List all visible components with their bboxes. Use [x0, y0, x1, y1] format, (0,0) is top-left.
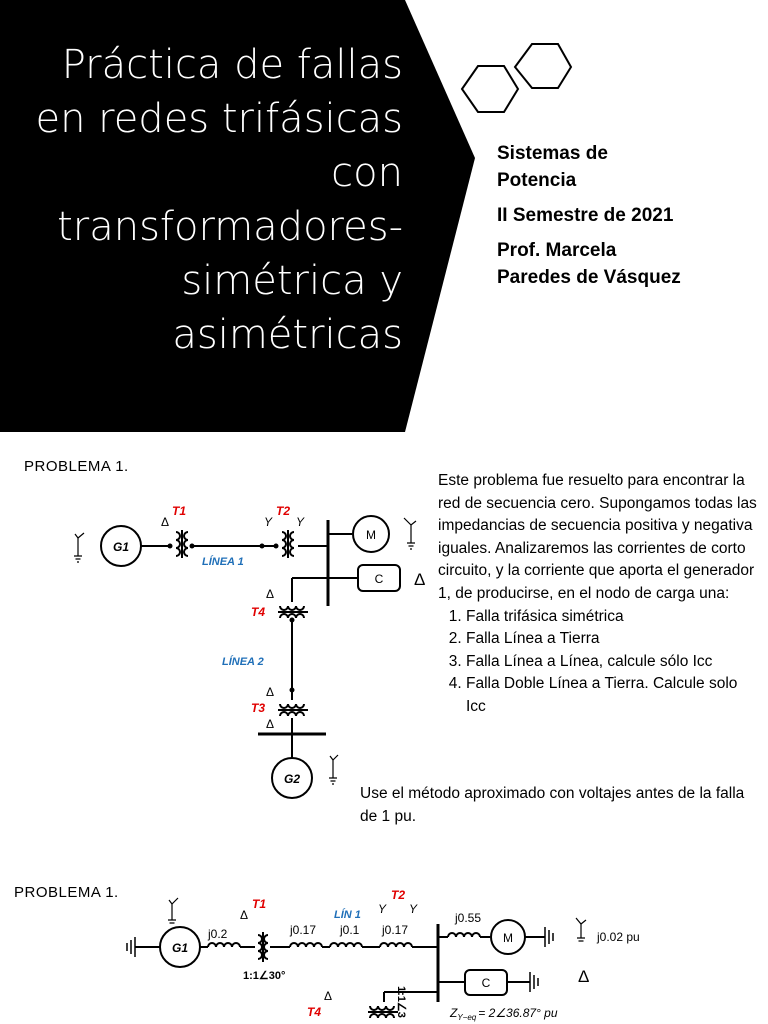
title-line: en redes trifásicas: [35, 96, 403, 142]
transformer-t1: [258, 935, 262, 959]
t2-impedance: j0.17: [382, 923, 409, 937]
professor: Paredes de Vásquez: [497, 267, 681, 288]
delta-symbol: Δ: [266, 685, 275, 699]
fault-case: 4. Falla Doble Línea a Tierra. Calcule solo Icc: [466, 673, 758, 718]
title-slide: [0, 0, 768, 432]
load-label: C: [374, 572, 384, 586]
g2-label: G2: [283, 772, 301, 786]
g1-impedance: j0.2: [208, 927, 228, 941]
wye-symbol: Y: [264, 515, 273, 529]
wye-symbol: Y: [378, 902, 387, 916]
title-line: asimétricas: [172, 312, 403, 358]
delta-symbol: Δ: [578, 967, 590, 986]
t1-label: T1: [252, 897, 267, 911]
fault-case: 3. Falla Línea a Línea, calcule sólo Icc: [466, 651, 758, 674]
motor-impedance: j0.55: [455, 911, 482, 925]
t4-label: T4: [251, 605, 266, 619]
t4-label: T4: [307, 1005, 322, 1019]
t2-label: T2: [276, 504, 291, 518]
line-impedance: j0.1: [340, 923, 360, 937]
g1-label: G1: [112, 540, 130, 554]
title-line: transformadores-: [57, 204, 403, 250]
line1-label: LÍNEA 1: [202, 556, 244, 568]
transformer-t2: [282, 532, 286, 556]
problem-intro: Este problema fue resuelto para encontrar la red de secuencia cero. Supongamos todas las impedancias de secuencia positiva y negativa iguales. Analizaremos las corrientes de corto circuito, y la corriente que aporta el generador 1, de producirse, en el nodo de carga una:: [438, 472, 757, 602]
zy-eq-symbol: Z: [450, 1006, 458, 1020]
impedance-diagram: [0, 862, 768, 1024]
title-line: Práctica de fallas: [61, 42, 403, 88]
g1-label: G1: [171, 941, 189, 955]
problem-heading: PROBLEMA 1.: [24, 458, 129, 475]
wye-symbol: Y: [296, 515, 305, 529]
semester: II Semestre de 2021: [497, 205, 674, 226]
course-name: Sistemas de: [497, 143, 608, 164]
delta-symbol: Δ: [266, 717, 275, 731]
title-line: simétrica y: [181, 258, 403, 304]
zy-eq-value: = 2∠36.87° pu: [478, 1006, 558, 1020]
t1-label: T1: [172, 504, 187, 518]
delta-symbol: Δ: [266, 587, 275, 601]
problem-description: [438, 470, 758, 719]
fault-cases-list: [438, 606, 758, 719]
transformer-t1: [176, 532, 180, 556]
t4-ratio: 1:1∠3: [395, 986, 407, 1018]
motor-label: M: [366, 528, 376, 542]
wye-symbol: Y: [409, 902, 418, 916]
delta-symbol: Δ: [414, 570, 426, 589]
delta-symbol: Δ: [324, 989, 333, 1003]
fault-case: 2. Falla Línea a Tierra: [466, 628, 758, 651]
zy-eq-subscript: Y−eq: [457, 1013, 477, 1022]
delta-symbol: Δ: [240, 908, 249, 922]
t2-label: T2: [391, 888, 406, 902]
line2-label: LÍNEA 2: [222, 656, 264, 668]
zy-eq-formula: [449, 1006, 558, 1022]
method-note: Use el método aproximado con voltajes antes de la falla de 1 pu.: [360, 785, 745, 825]
problem-diagram-slide: [0, 862, 768, 1024]
hexagon-logo-icon: [462, 44, 571, 112]
fault-case: 1. Falla trifásica simétrica: [466, 606, 758, 629]
professor: Prof. Marcela: [497, 240, 617, 261]
load-label: C: [481, 976, 491, 990]
slide-title: [3, 38, 403, 362]
t1-ratio: 1:1∠30°: [243, 970, 286, 982]
motor-label: M: [503, 931, 513, 945]
delta-symbol: Δ: [161, 515, 170, 529]
course-name: Potencia: [497, 170, 577, 191]
t3-label: T3: [251, 701, 266, 715]
title-line: con: [331, 150, 403, 196]
ground-impedance: j0.02 pu: [597, 930, 640, 944]
line1-label: LÍN 1: [334, 909, 361, 921]
problem-slide: [0, 440, 768, 860]
t1-impedance: j0.17: [290, 923, 317, 937]
course-info: [497, 140, 757, 291]
problem-heading: PROBLEMA 1.: [14, 884, 119, 901]
